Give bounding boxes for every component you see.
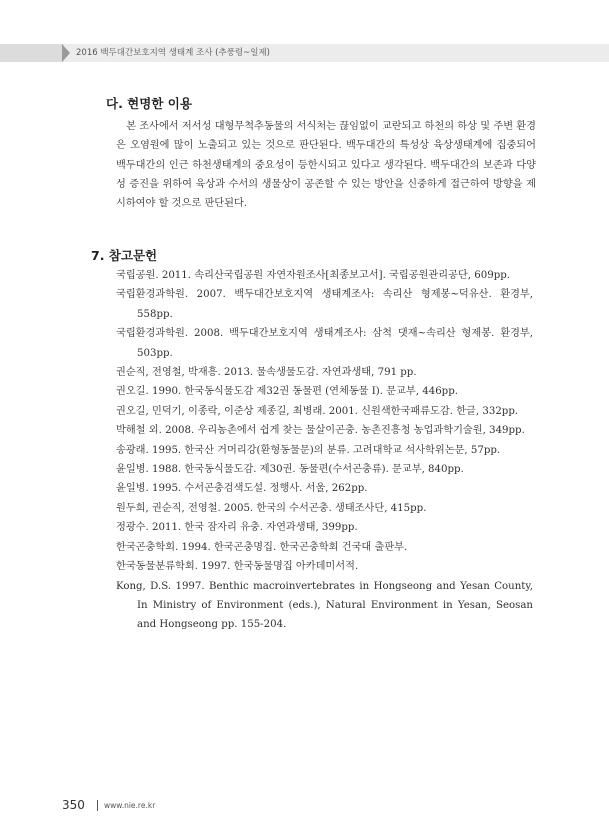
- footer-divider: [97, 800, 98, 811]
- reference-item: 권순직, 전영철, 박재흥. 2013. 물속생물도감. 자연과생태, 791 pp.: [116, 367, 417, 379]
- reference-item: 한국동물분류학회. 1997. 한국동물명집 아카데미서적.: [116, 561, 359, 573]
- reference-item: 윤일병. 1988. 한국동식물도감. 제30권. 동물편(수서곤충류). 문교부, 840pp.: [116, 464, 464, 476]
- reference-item: Kong, D.S. 1997. Benthic macroinvertebrates in Hongseong and Yesan County, In Ministry of Environment (eds.), Natural Environment in Yesan, Seosan and Hongseong pp. 155-204.: [116, 580, 533, 631]
- section-heading-wise-use: 다. 현명한 이용: [106, 96, 192, 111]
- reference-item: 박해철 외. 2008. 우리농촌에서 쉽게 찾는 물살이곤충. 농촌진흥청 농업과학기술원, 349pp.: [116, 425, 525, 437]
- reference-item: 국립공원. 2011. 속리산국립공원 자연자원조사[최종보고서]. 국립공원관리공단, 609pp.: [116, 270, 510, 281]
- reference-item: 윤일병. 1995. 수서곤충검색도설. 정행사. 서울, 262pp.: [116, 483, 368, 495]
- reference-item: 권오길. 1990. 한국동식물도감 제32권 동물편 (연체동물 Ⅰ). 문교부, 446pp.: [116, 386, 458, 398]
- reference-list: [116, 266, 533, 635]
- header-triangle-icon: [62, 44, 70, 62]
- reference-item: 국립환경과학원. 2007. 백두대간보호지역 생태계조사: 속리산 형제봉~덕유산. 환경부, 558pp.: [116, 289, 533, 320]
- reference-item: 원두희, 권순직, 전영철. 2005. 한국의 수서곤충. 생태조사단, 415pp.: [116, 502, 427, 514]
- footer-url: www.nie.re.kr: [104, 801, 156, 810]
- reference-item: 한국곤충학회. 1994. 한국곤충명집. 한국곤충학회 건국대 출판부.: [116, 541, 408, 553]
- body-paragraph-text: 본 조사에서 저서성 대형무척추동물의 서식처는 끊임없이 교란되고 하천의 하상 및 주변 환경은 오염원에 많이 노출되고 있는 것으로 판단된다. 백두대간의 특성상 육상생태계에 집중되어 백두대간의 인근 하천생태계의 중요성이 등한시되고 있다고 생각된다. 백두대간의 보존과 다양성 증진을 위하여 육상과 수서의 생물상이 공존할 수 있는 방안을 신중하게 접근하여 방향을 제시하여야 할 것으로 판단된다.: [116, 121, 536, 210]
- reference-item: 국립환경과학원. 2008. 백두대간보호지역 생태계조사: 삼척 댓재~속리산 형제봉. 환경부, 503pp.: [116, 328, 533, 359]
- reference-item: 정광수. 2011. 한국 잠자리 유충. 자연과생태, 399pp.: [116, 522, 358, 534]
- running-header-title: 2016 백두대간보호지역 생태계 조사 (추풍령~일제): [76, 48, 270, 58]
- reference-item: 송광래. 1995. 한국산 거머리강(환형동물문)의 분류. 고려대학교 석사학위논문, 57pp.: [116, 444, 501, 456]
- reference-item: 권오길, 민덕기, 이종락, 이준상 제종길, 최병래. 2001. 신원색한국패류도감. 한글, 332pp.: [116, 405, 519, 417]
- section-heading-references: 7. 참고문헌: [91, 248, 158, 263]
- body-paragraph: [116, 117, 536, 213]
- page-number: 350: [62, 798, 85, 812]
